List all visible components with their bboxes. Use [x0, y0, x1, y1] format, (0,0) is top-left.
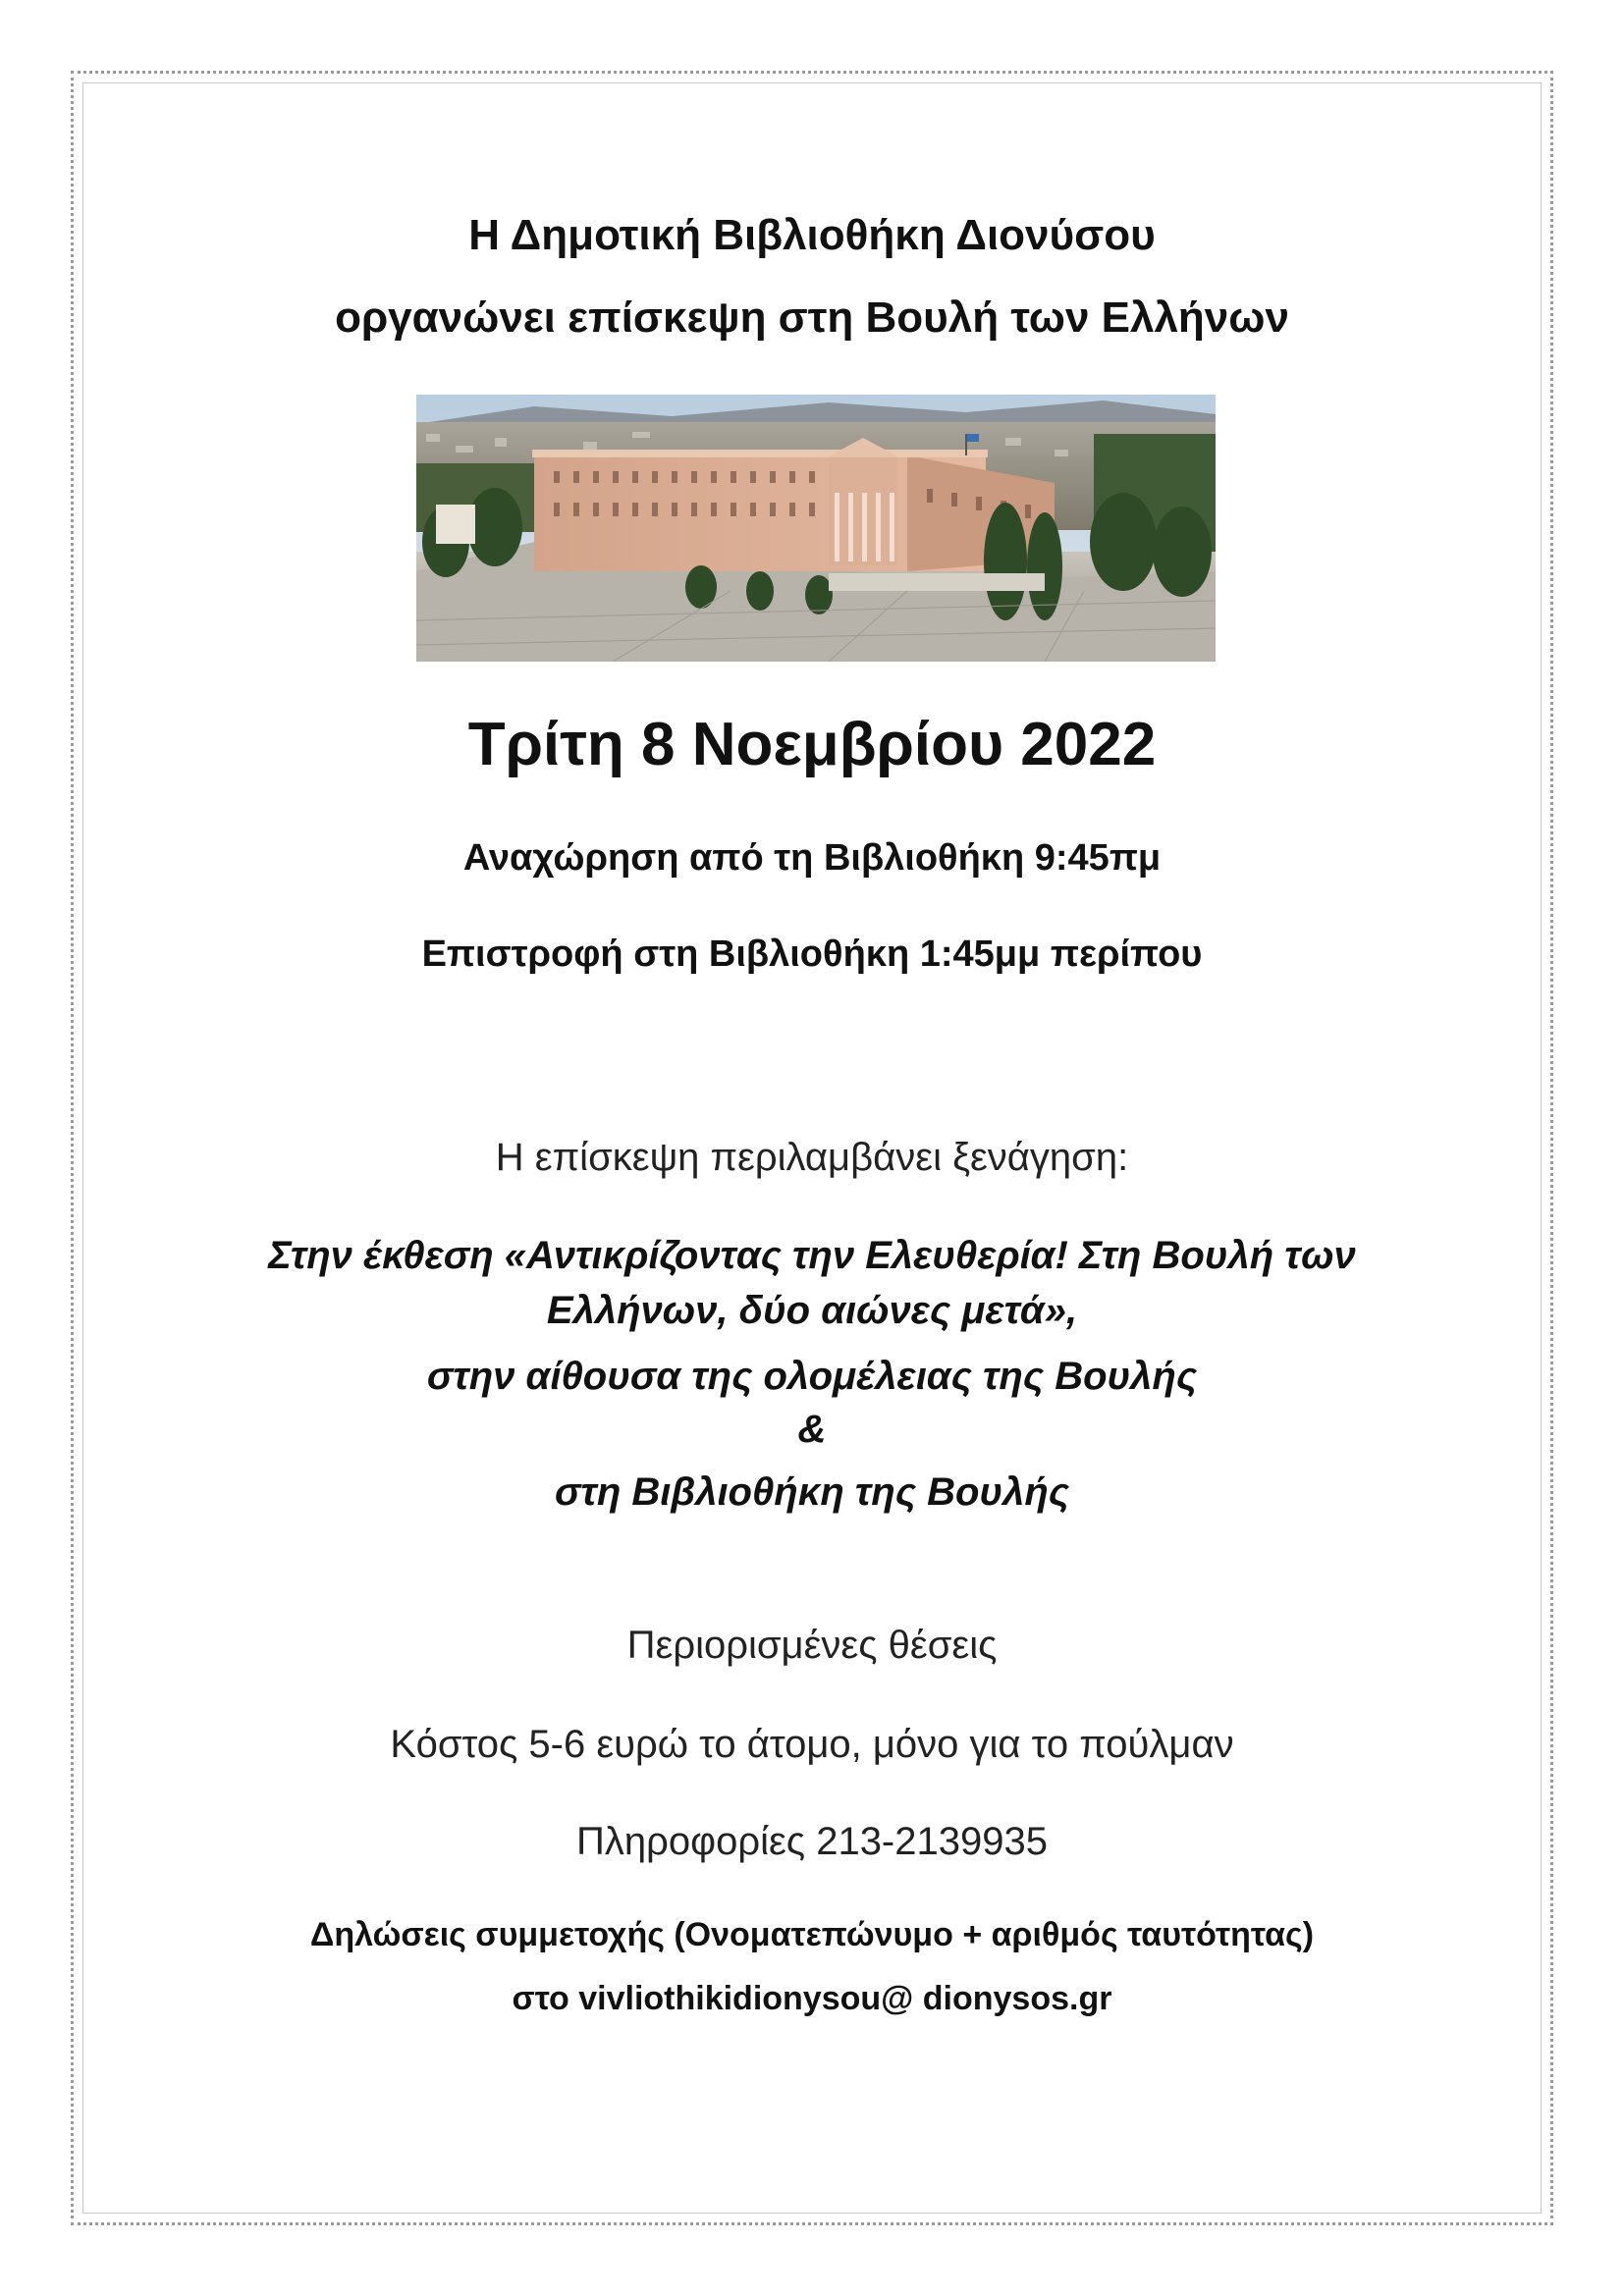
registration-email[interactable]: στο vivliothikidionysou@ dionysos.gr — [512, 1980, 1112, 2017]
registration-line-1: Δηλώσεις συμμετοχής (Ονοματεπώνυμο + αριθμός ταυτότητας) — [309, 1916, 1315, 1953]
tour-item: Στην έκθεση «Αντικρίζοντας την Ελευθερία! Στη Βουλή των — [268, 1234, 1356, 1277]
phone-info: Πληροφορίες 213-2139935 — [576, 1820, 1048, 1863]
title-line-2: οργανώνει επίσκεψη στη Βουλή των Ελλήνων — [335, 294, 1289, 342]
tour-intro: Η επίσκεψη περιλαμβάνει ξενάγηση: — [495, 1136, 1129, 1179]
cost-info: Κόστος 5-6 ευρώ το άτομο, μόνο για το πούλμαν — [390, 1723, 1234, 1766]
return-time: Επιστροφή στη Βιβλιοθήκη 1:45μμ περίπου — [421, 934, 1203, 975]
departure-time: Αναχώρηση από τη Βιβλιοθήκη 9:45πμ — [462, 837, 1162, 879]
tour-ampersand: & — [797, 1408, 827, 1451]
parliament-photo — [416, 395, 1216, 662]
tour-item: στην αίθουσα της ολομέλειας της Βουλής — [426, 1355, 1198, 1398]
limited-seats: Περιορισμένες θέσεις — [626, 1624, 998, 1667]
event-date: Τρίτη 8 Νοεμβρίου 2022 — [467, 711, 1157, 778]
tour-item: Ελλήνων, δύο αιώνες μετά», — [546, 1289, 1078, 1332]
tour-item: στη Βιβλιοθήκη της Βουλής — [554, 1470, 1070, 1514]
title-line-1: Η Δημοτική Βιβλιοθήκη Διονύσου — [468, 211, 1156, 259]
